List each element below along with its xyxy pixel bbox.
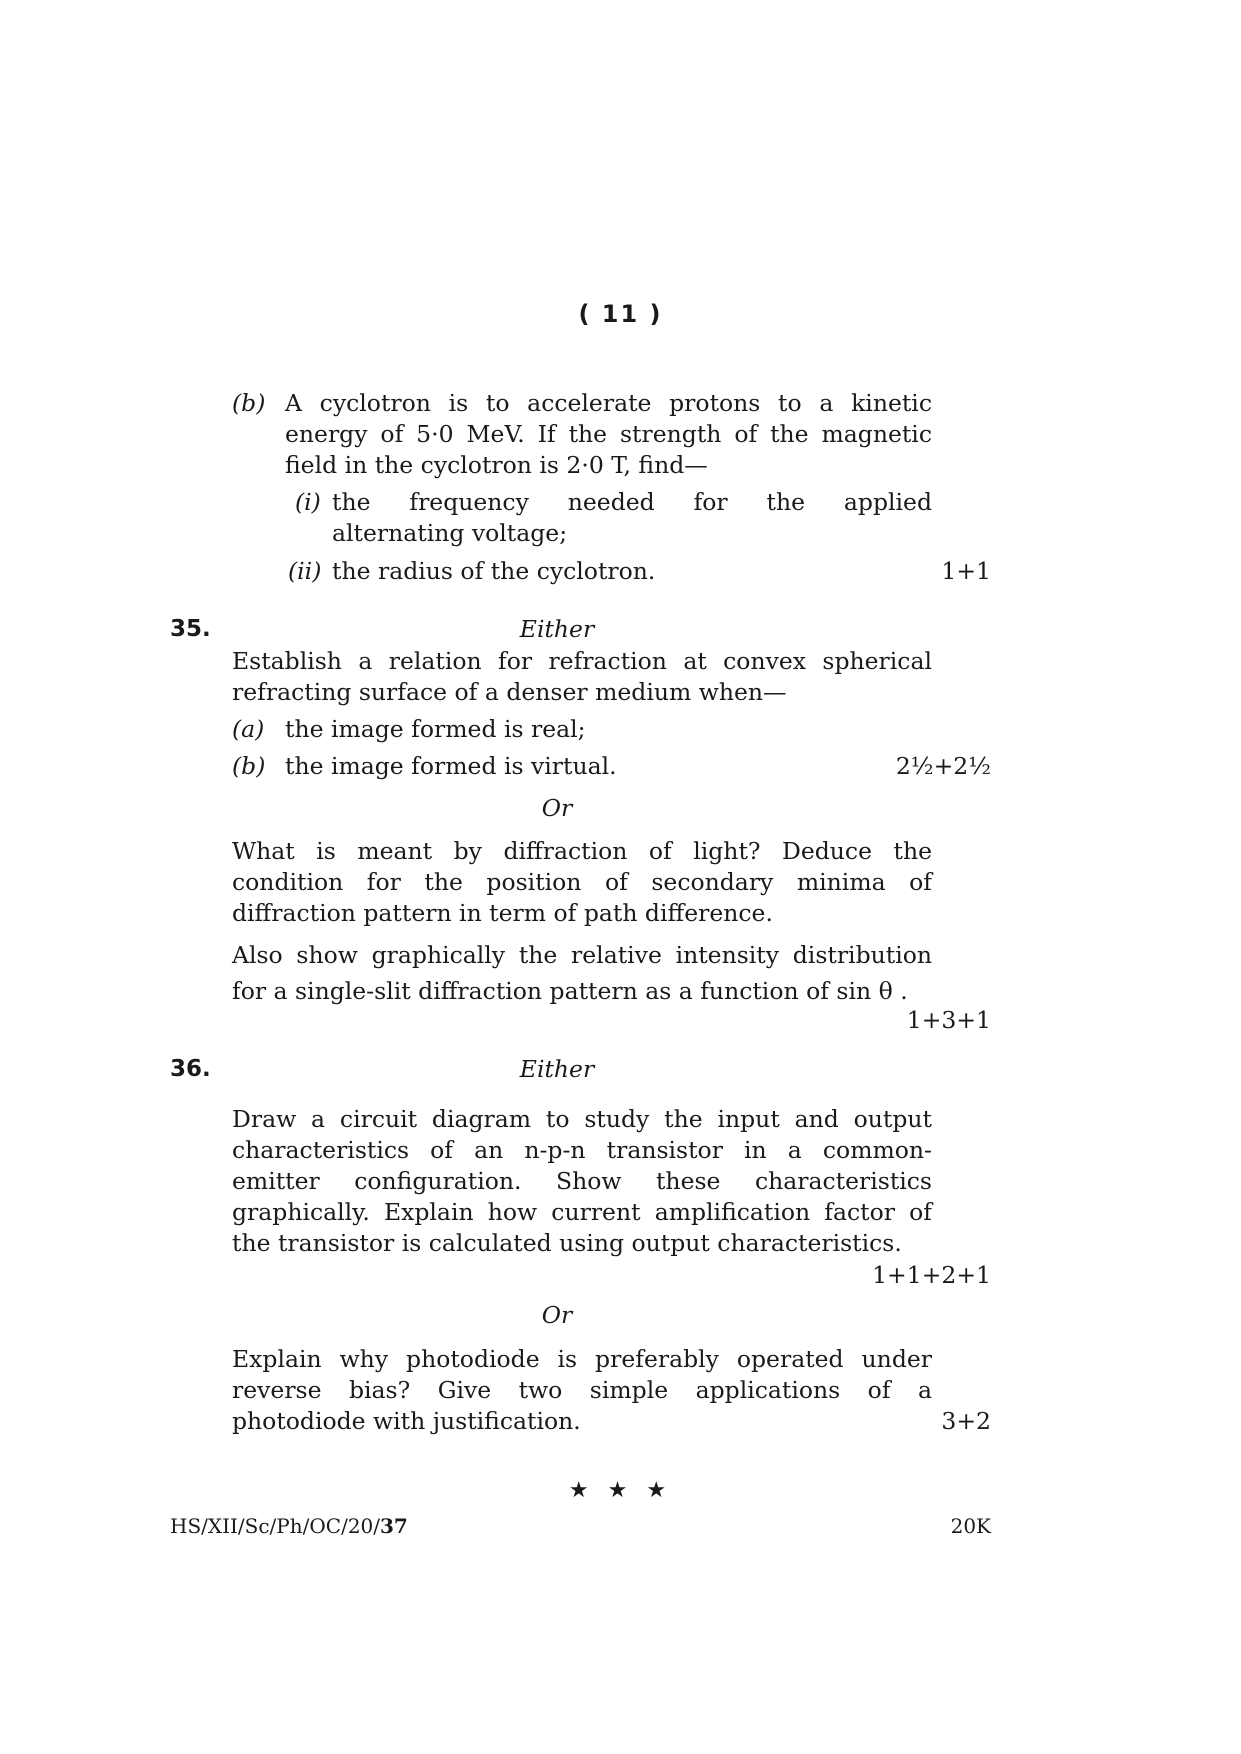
- subpart-text-line: the frequency needed for the applied: [332, 488, 932, 516]
- question-text-line: for a single-slit diffraction pattern as a function of sin θ .: [232, 977, 908, 1005]
- question-text-line: reverse bias? Give two simple applications of a: [232, 1376, 932, 1404]
- paper-code: [170, 1512, 408, 1540]
- either-heading: Either: [519, 1055, 595, 1083]
- question-text-line: Draw a circuit diagram to study the input and output: [232, 1105, 932, 1133]
- question-text-line: field in the cyclotron is 2·0 T, find—: [285, 451, 708, 479]
- question-text-line: photodiode with justification.: [232, 1407, 581, 1435]
- question-text-line: Establish a relation for refraction at convex spherical: [232, 647, 932, 675]
- question-text-line: condition for the position of secondary minima of: [232, 868, 932, 896]
- or-heading: Or: [541, 1301, 573, 1329]
- marks: 3+2: [941, 1407, 991, 1435]
- question-text-line: refracting surface of a denser medium when—: [232, 678, 787, 706]
- either-heading: Either: [519, 615, 595, 643]
- question-text-line: graphically. Explain how current amplification factor of: [232, 1198, 932, 1226]
- question-text-line: characteristics of an n-p-n transistor in a common-: [232, 1136, 932, 1164]
- marks: 2½+2½: [895, 752, 991, 780]
- question-text-line: energy of 5·0 MeV. If the strength of the magnetic: [285, 420, 932, 448]
- paper-code-prefix: HS/XII/Sc/Ph/OC/20/: [170, 1514, 380, 1538]
- question-text-line: What is meant by diffraction of light? Deduce the: [232, 837, 932, 865]
- marks: 1+1: [941, 557, 991, 585]
- subpart-text-line: the radius of the cyclotron.: [332, 557, 656, 585]
- end-marker: ★ ★ ★: [568, 1478, 673, 1503]
- question-number: 36.: [170, 1056, 211, 1082]
- part-label: (b): [232, 752, 266, 780]
- part-label: (a): [232, 715, 265, 743]
- part-text: the image formed is real;: [285, 715, 586, 743]
- paper-code-suffix: 37: [380, 1514, 408, 1538]
- part-text: the image formed is virtual.: [285, 752, 617, 780]
- question-text-line: the transistor is calculated using output characteristics.: [232, 1229, 902, 1257]
- question-text-line: Explain why photodiode is preferably operated under: [232, 1345, 932, 1373]
- subpart-label: (ii): [288, 557, 322, 585]
- marks: 1+1+2+1: [872, 1261, 991, 1289]
- subpart-text-line: alternating voltage;: [332, 519, 568, 547]
- question-text-line: diffraction pattern in term of path difference.: [232, 899, 773, 927]
- page-number: ( 11 ): [578, 300, 663, 328]
- marks: 1+3+1: [906, 1006, 991, 1034]
- copies-count: 20K: [950, 1514, 991, 1538]
- part-label: (b): [232, 389, 266, 417]
- question-number: 35.: [170, 616, 211, 642]
- question-text-line: Also show graphically the relative intensity distribution: [232, 941, 932, 969]
- question-text-line: A cyclotron is to accelerate protons to a kinetic: [285, 389, 932, 417]
- or-heading: Or: [541, 794, 573, 822]
- question-text-line: emitter configuration. Show these characteristics: [232, 1167, 932, 1195]
- subpart-label: (i): [295, 488, 321, 516]
